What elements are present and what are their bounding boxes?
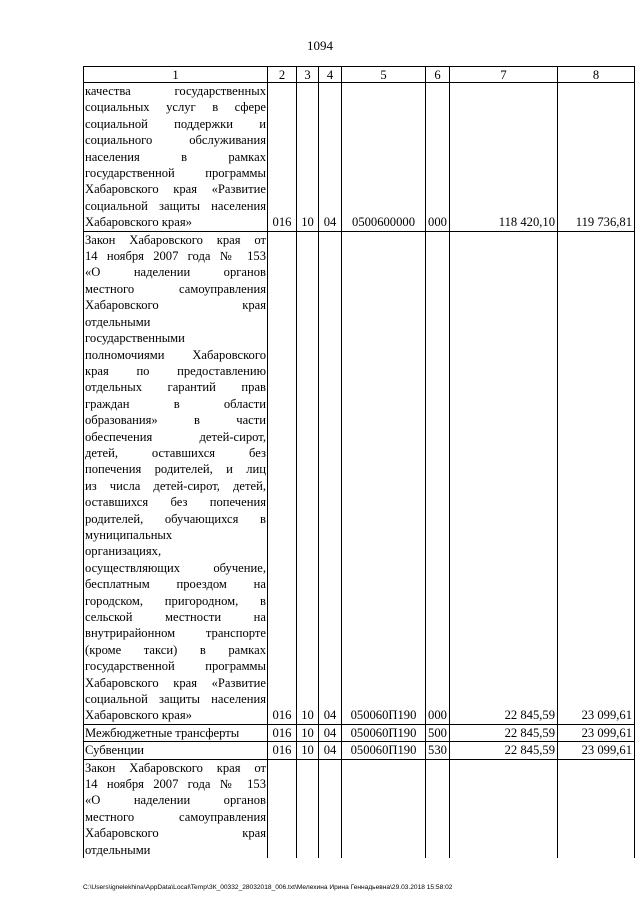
row-name-line: организациях,	[85, 544, 162, 559]
row-name-line: социального обслуживания	[85, 133, 266, 148]
admin-code-cell: 016	[268, 724, 297, 741]
section-cell	[297, 759, 319, 858]
row-name-line: государственной программы	[85, 166, 266, 181]
column-header: 4	[319, 67, 342, 83]
row-name-line: муниципальных	[85, 527, 173, 542]
row-name-line: отдельными	[85, 842, 151, 857]
column-header: 1	[84, 67, 268, 83]
table-row	[84, 759, 635, 858]
column-header: 8	[558, 67, 635, 83]
amount-year2-cell: 23 099,61	[558, 742, 635, 759]
target-article-cell	[342, 759, 426, 858]
amount-year1-cell: 118 420,10	[450, 83, 558, 232]
amount-year1-cell: 22 845,59	[450, 724, 558, 741]
amount-year2-cell: 119 736,81	[558, 83, 635, 232]
row-name-line: социальной поддержки и	[85, 116, 266, 131]
amount-year2-cell: 23 099,61	[558, 231, 635, 724]
row-name-line: 14 ноября 2007 года № 153	[85, 777, 266, 792]
target-article-cell: 050060П190	[342, 231, 426, 724]
row-name-line: обеспечения детей-сирот,	[85, 429, 266, 444]
row-name-line: 14 ноября 2007 года № 153	[85, 249, 266, 264]
row-name-line: «О наделении органов	[85, 793, 266, 808]
expense-type-cell: 000	[426, 231, 450, 724]
row-name-line: отдельными	[85, 314, 151, 329]
row-name-line: оставшихся без попечения	[85, 495, 266, 510]
admin-code-cell: 016	[268, 742, 297, 759]
subsection-cell: 04	[319, 231, 342, 724]
column-header: 3	[297, 67, 319, 83]
amount-year1-cell: 22 845,59	[450, 231, 558, 724]
row-name-line: социальной защиты населения	[85, 692, 266, 707]
row-name-line: Хабаровского края»	[85, 708, 192, 723]
table-row	[84, 724, 635, 741]
subsection-cell: 04	[319, 724, 342, 741]
column-header: 7	[450, 67, 558, 83]
row-name-line: населения в рамках	[85, 149, 266, 164]
row-name-line: городском, пригородном, в	[85, 593, 266, 608]
row-name-line: осуществляющих обучение,	[85, 560, 266, 575]
row-name-line: родителей, обучающихся в	[85, 511, 266, 526]
target-article-cell: 050060П190	[342, 724, 426, 741]
expense-type-cell	[426, 759, 450, 858]
row-name-cell	[84, 759, 268, 858]
row-name-line: края по предоставлению	[85, 363, 266, 378]
table-row	[84, 83, 635, 232]
table-header-row	[84, 67, 635, 83]
target-article-cell: 0500600000	[342, 83, 426, 232]
amount-year1-cell: 22 845,59	[450, 742, 558, 759]
amount-year1-cell	[450, 759, 558, 858]
subsection-cell: 04	[319, 742, 342, 759]
row-name-cell	[84, 231, 268, 724]
subsection-cell	[319, 759, 342, 858]
row-name-line: государственной программы	[85, 659, 266, 674]
row-name-line: Хабаровского края «Развитие	[85, 675, 266, 690]
row-name-line: Хабаровского края»	[85, 215, 192, 230]
table-row	[84, 742, 635, 759]
row-name-line: государственными	[85, 331, 185, 346]
section-cell: 10	[297, 231, 319, 724]
row-name-line: Закон Хабаровского края от	[85, 760, 266, 775]
row-name-line: отдельных гарантий прав	[85, 380, 266, 395]
row-name-line: Хабаровского края «Развитие	[85, 182, 266, 197]
page-number: 1094	[307, 38, 333, 53]
row-name-line: Хабаровского края	[85, 826, 266, 841]
row-name-line: граждан в области	[85, 396, 266, 411]
row-name-line: внутрирайонном транспорте	[85, 626, 266, 641]
admin-code-cell: 016	[268, 83, 297, 232]
table-row	[84, 231, 635, 724]
row-name-line: «О наделении органов	[85, 265, 266, 280]
target-article-cell: 050060П190	[342, 742, 426, 759]
row-name-line: попечения родителей, и лиц	[85, 462, 266, 477]
row-name-line: полномочиями Хабаровского	[85, 347, 266, 362]
row-name-line: местного самоуправления	[85, 809, 266, 824]
row-name-line: качества государственных	[85, 84, 266, 98]
column-header: 2	[268, 67, 297, 83]
section-cell: 10	[297, 83, 319, 232]
row-name-line: Межбюджетные трансферты	[85, 725, 240, 740]
file-path-footer: C:\Users\ignelekhina\AppData\Local\Temp\ЗК_00332_28032018_006.txt\Мелехина Ирина Геннадьевна\29.03.2018 15:58:02	[83, 884, 453, 891]
budget-table	[83, 66, 635, 858]
subsection-cell: 04	[319, 83, 342, 232]
row-name-line: детей, оставшихся без	[85, 445, 266, 460]
column-header: 5	[342, 67, 426, 83]
row-name-line: образования» в части	[85, 413, 266, 428]
expense-type-cell: 500	[426, 724, 450, 741]
section-cell: 10	[297, 724, 319, 741]
row-name-cell	[84, 724, 268, 741]
amount-year2-cell: 23 099,61	[558, 724, 635, 741]
row-name-line: из числа детей-сирот, детей,	[85, 478, 266, 493]
expense-type-cell: 530	[426, 742, 450, 759]
row-name-line: Хабаровского края	[85, 298, 266, 313]
row-name-line: бесплатным проездом на	[85, 577, 266, 592]
admin-code-cell	[268, 759, 297, 858]
row-name-line: местного самоуправления	[85, 281, 266, 296]
admin-code-cell: 016	[268, 231, 297, 724]
row-name-line: Закон Хабаровского края от	[85, 232, 266, 247]
row-name-line: Субвенции	[85, 743, 145, 758]
amount-year2-cell	[558, 759, 635, 858]
row-name-line: сельской местности на	[85, 610, 266, 624]
row-name-cell	[84, 83, 268, 232]
column-header: 6	[426, 67, 450, 83]
expense-type-cell: 000	[426, 83, 450, 232]
row-name-line: социальных услуг в сфере	[85, 100, 266, 115]
row-name-line: (кроме такси) в рамках	[85, 642, 266, 657]
row-name-cell	[84, 742, 268, 759]
row-name-line: социальной защиты населения	[85, 198, 266, 213]
section-cell: 10	[297, 742, 319, 759]
